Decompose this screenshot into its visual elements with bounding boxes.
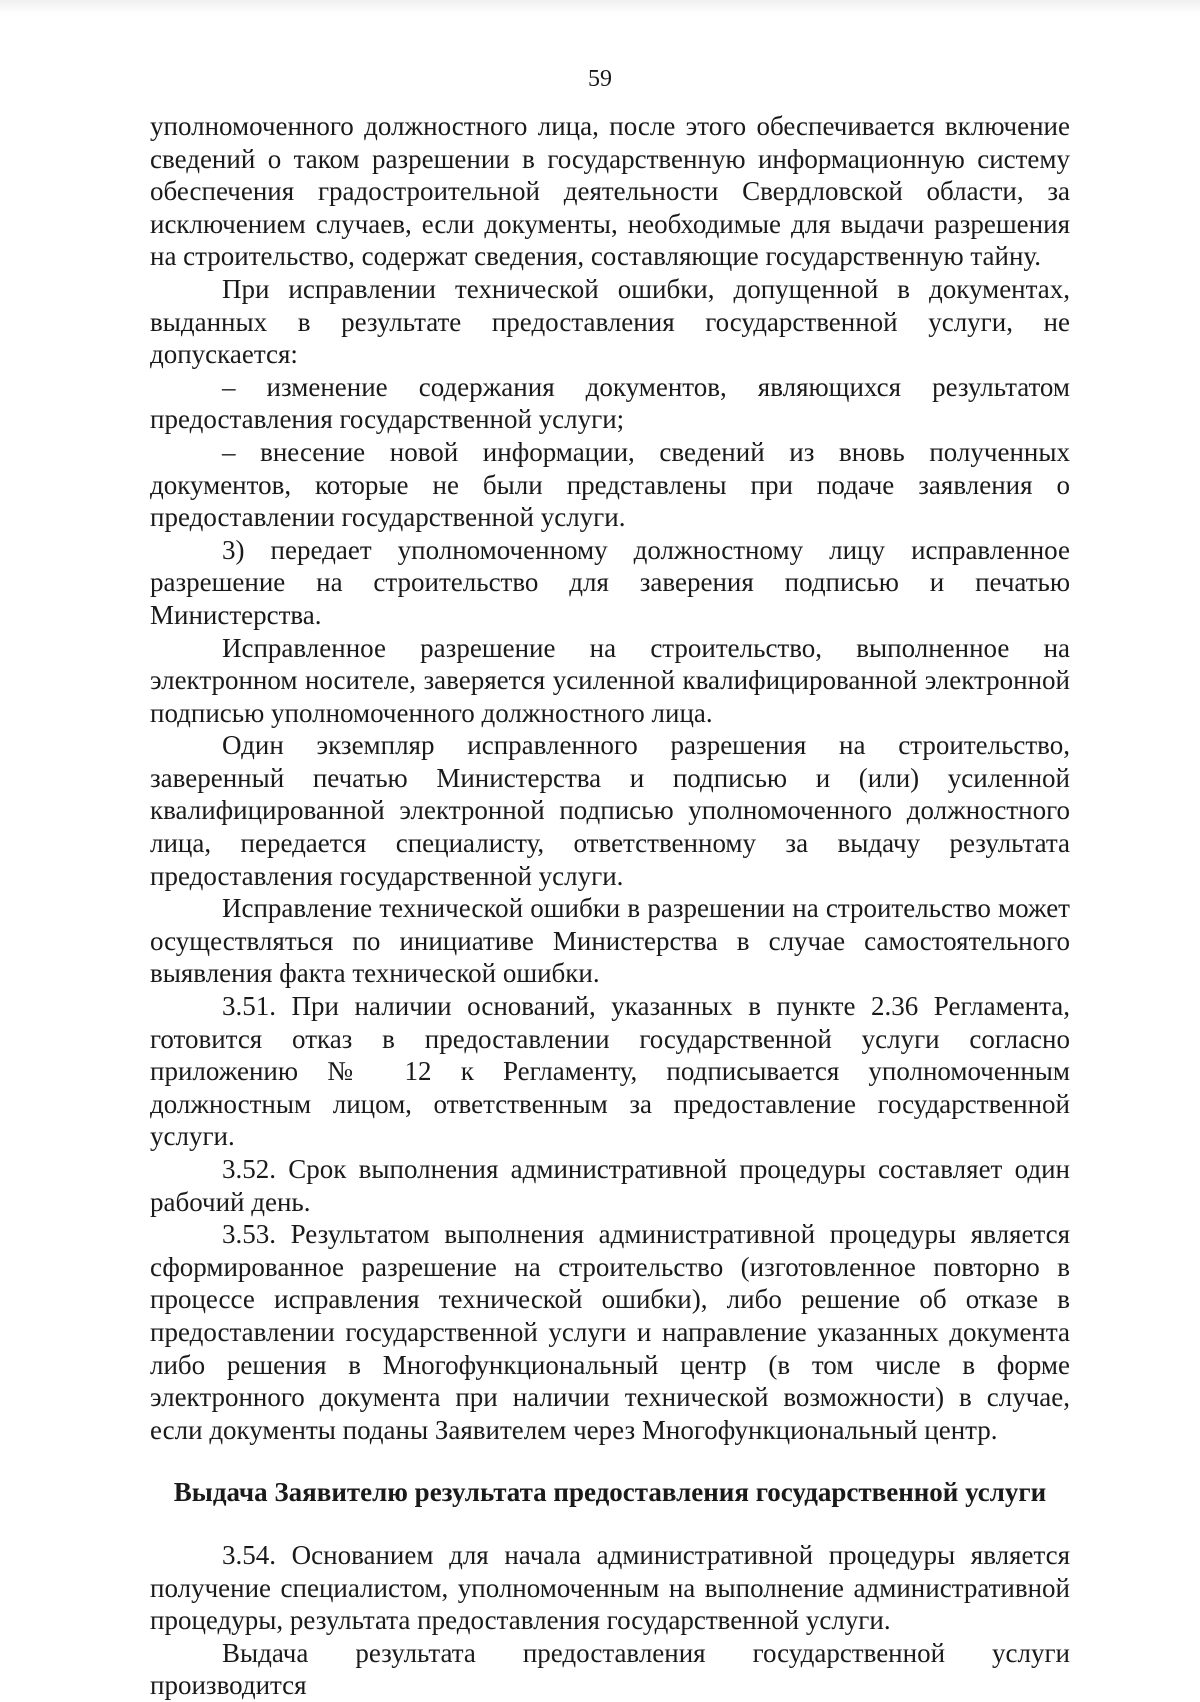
paragraph-list-item-2: – внесение новой информации, сведений из вновь полученных документов, которые не были представлены при подаче заявления о предоставлении государственной услуги.	[150, 436, 1070, 533]
paragraph-copy-transfer: Один экземпляр исправленного разрешения на строительство, заверенный печатью Министерства и подписью и (или) усиленной квалифицированной электронной подписью уполномоченного должностного лица, передается специалисту, ответственному за выдачу результата предоставления государственной услуги.	[150, 730, 1070, 891]
paragraph-3-53: 3.53. Результатом выполнения административной процедуры является сформированное разрешение на строительство (изготовленное повторно в процессе исправления технической ошибки), либо решение об отказе в предоставлении государственной услуги и направление указанных документа либо решения в Многофункциональный центр (в том числе в форме электронного документа при наличии технической возможности) в случае, если документы поданы Заявителем через Многофункциональный центр.	[150, 1219, 1070, 1445]
paragraph-3-52: 3.52. Срок выполнения административной процедуры составляет один рабочий день.	[150, 1154, 1070, 1217]
scan-top-edge	[0, 0, 1200, 14]
paragraph-3-54: 3.54. Основанием для начала административной процедуры является получение специалистом, уполномоченным на выполнение административной процедуры, результата предоставления государственной услуги.	[150, 1539, 1070, 1636]
paragraph-3-51: 3.51. При наличии оснований, указанных в пункте 2.36 Регламента, готовится отказ в предоставлении государственной услуги согласно приложению № 12 к Регламенту, подписывается уполномоченным должностным лицом, ответственным за предоставление государственной услуги.	[150, 991, 1070, 1152]
paragraph-initiative: Исправление технической ошибки в разрешении на строительство может осуществляться по инициативе Министерства в случае самостоятельного выявления факта технической ошибки.	[150, 893, 1070, 989]
paragraph-technical-error-intro: При исправлении технической ошибки, допущенной в документах, выданных в результате предоставления государственной услуги, не допускается:	[150, 273, 1070, 370]
paragraph-step-3: 3) передает уполномоченному должностному лицу исправленное разрешение на строительство для заверения подписью и печатью Министерства.	[150, 534, 1070, 630]
document-body	[150, 110, 1070, 1702]
paragraph-electronic-signature: Исправленное разрешение на строительство, выполненное на электронном носителе, заверяется усиленной квалифицированной электронной подписью уполномоченного должностного лица.	[150, 632, 1070, 728]
paragraph-issuance: Выдача результата предоставления государственной услуги производится	[150, 1637, 1070, 1701]
paragraph-continuation: уполномоченного должностного лица, после этого обеспечивается включение сведений о таком разрешении в государственную информационную систему обеспечения градостроительной деятельности Свердловской области, за исключением случаев, если документы, необходимые для выдачи разрешения на строительство, содержат сведения, составляющие государственную тайну.	[150, 111, 1070, 272]
page-number: 59	[588, 66, 612, 92]
paragraph-list-item-1: – изменение содержания документов, являющихся результатом предоставления государственной услуги;	[150, 371, 1070, 435]
section-heading: Выдача Заявителю результата предоставления государственной услуги	[173, 1477, 1047, 1508]
